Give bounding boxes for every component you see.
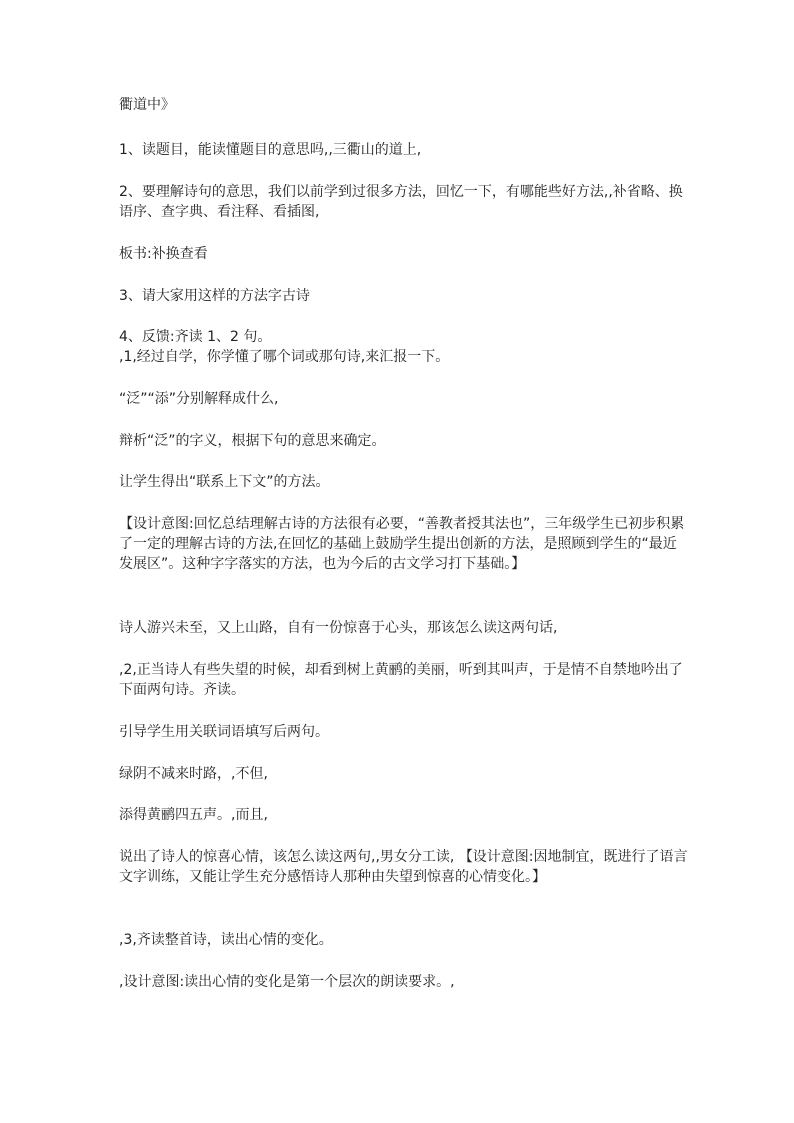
sub-step-2-oriole: ,2,正当诗人有些失望的时候，却看到树上黄鹂的美丽，听到其叫声，于是情不自禁地吟出了下面两句诗。齐读。: [119, 662, 683, 698]
question-word-meaning: “泛”“添”分别解释成什么,: [119, 391, 279, 407]
step-4-feedback: 4、反馈:齐读 1、2 句。: [119, 329, 272, 345]
sub-step-1-report: ,1,经过自学，你学懂了哪个词或那句诗,来汇报一下。: [119, 349, 450, 365]
poem-line-4: 添得黄鹂四五声。,而且,: [119, 807, 268, 823]
step-2-understand-methods: 2、要理解诗句的意思，我们以前学到过很多方法，回忆一下，有哪能些好方法,,补省略、换语序、查字典、看注释、看插图,: [119, 184, 683, 220]
design-intent-1: 【设计意图:回忆总结理解古诗的方法很有必要，“善教者授其法也”，三年级学生已初步积累了一定的理解古诗的方法,在回忆的基础上鼓励学生提出创新的方法，是照顾到学生的“最近发展区”。这种字字落实的方法，也为今后的古文学习打下基础。】: [119, 516, 685, 572]
step-3-self-study: 3、请大家用这样的方法字古诗: [119, 288, 310, 304]
conjunction-guidance: 引导学生用关联词语填写后两句。: [119, 724, 329, 740]
poem-line-3: 绿阴不减来时路，,不但,: [119, 766, 268, 782]
poem-title-fragment: 衢道中》: [119, 97, 175, 113]
step-1-read-title: 1、读题目，能读懂题目的意思吗,,三衢山的道上,: [119, 142, 422, 158]
word-analysis: 辩析“泛”的字义，根据下句的意思来确定。: [119, 433, 386, 449]
context-method: 让学生得出“联系上下文”的方法。: [119, 474, 330, 490]
blackboard-note: 板书:补换查看: [119, 246, 208, 262]
poet-mood-line: 诗人游兴未至，又上山路，自有一份惊喜于心头，那该怎么读这两句话,: [119, 620, 558, 636]
design-intent-3: ,设计意图:读出心情的变化是第一个层次的朗读要求。,: [119, 974, 455, 990]
sub-step-3-read-whole: ,3,齐读整首诗，读出心情的变化。: [119, 932, 333, 948]
design-intent-2: 说出了诗人的惊喜心情，该怎么读这两句,,男女分工读, 【设计意图:因地制宜，既进行了语言文字训练，又能让学生充分感悟诗人那种由失望到惊喜的心情变化。】: [119, 849, 688, 885]
